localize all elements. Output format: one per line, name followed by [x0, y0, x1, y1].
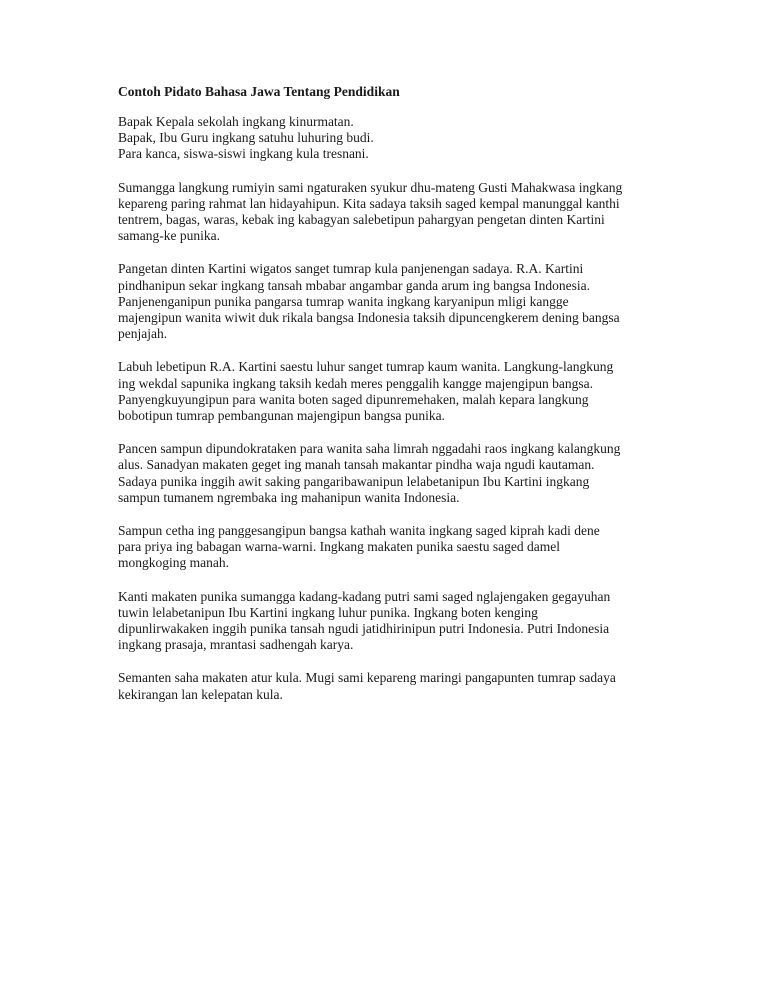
- paragraph-line: kekirangan lan kelepatan kula.: [118, 686, 283, 702]
- document-title: Contoh Pidato Bahasa Jawa Tentang Pendidikan: [118, 84, 400, 99]
- paragraph-line: tuwin lelabetanipun Ibu Kartini ingkang luhur punika. Ingkang boten kenging: [118, 604, 538, 620]
- paragraph-line: samang-ke punika.: [118, 228, 220, 244]
- paragraph-line: ingkang prasaja, mrantasi sadhengah karya.: [118, 637, 354, 653]
- paragraph-line: ing wekdal sapunika ingkang taksih kedah meres penggalih kangge majengipun bangsa.: [118, 375, 593, 391]
- paragraph-line: Pangetan dinten Kartini wigatos sanget tumrap kula panjenengan sadaya. R.A. Kartini: [118, 261, 584, 277]
- paragraph-line: Kanti makaten punika sumangga kadang-kadang putri sami saged nglajengaken gegayuhan: [118, 588, 611, 604]
- paragraph-line: Para kanca, siswa-siswi ingkang kula tresnani.: [118, 146, 369, 162]
- paragraph: [118, 180, 658, 245]
- paragraph-line: Bapak Kepala sekolah ingkang kinurmatan.: [118, 114, 354, 129]
- paragraph: [118, 441, 658, 506]
- paragraph: [118, 114, 658, 163]
- paragraph-line: Panyengkuyungipun para wanita boten saged dipunremehaken, malah kepara langkung: [118, 391, 589, 407]
- paragraph: [118, 359, 658, 424]
- paragraph-line: Bapak, Ibu Guru ingkang satuhu luhuring budi.: [118, 130, 374, 146]
- paragraph: [118, 523, 658, 572]
- paragraph-line: Sumangga langkung rumiyin sami ngaturaken syukur dhu-mateng Gusti Mahakwasa ingkang: [118, 179, 623, 195]
- paragraph-line: Panjenenganipun punika pangarsa tumrap wanita ingkang karyanipun mligi kangge: [118, 293, 569, 309]
- paragraph-line: sampun tumanem ngrembaka ing mahanipun wanita Indonesia.: [118, 489, 460, 505]
- paragraph-line: kepareng paring rahmat lan hidayahipun. Kita sadaya taksih saged kempal manunggal kanthi: [118, 195, 620, 211]
- paragraph-line: penjajah.: [118, 326, 168, 342]
- paragraph: [118, 670, 658, 702]
- paragraph-line: tentrem, bagas, waras, kebak ing kabagyan salebetipun pahargyan pengetan dinten Kartini: [118, 212, 605, 228]
- paragraph: [118, 589, 658, 654]
- document-body: [118, 114, 658, 703]
- paragraph: [118, 261, 658, 342]
- paragraph-line: mongkoging manah.: [118, 555, 229, 571]
- paragraph-line: para priya ing babagan warna-warni. Ingkang makaten punika saestu saged damel: [118, 539, 560, 555]
- paragraph-line: Sadaya punika inggih awit saking pangaribawanipun lelabetanipun Ibu Kartini ingkang: [118, 473, 590, 489]
- paragraph-line: Sampun cetha ing panggesangipun bangsa kathah wanita ingkang saged kiprah kadi dene: [118, 523, 600, 539]
- paragraph-line: Semanten saha makaten atur kula. Mugi sami kepareng maringi pangapunten tumrap sadaya: [118, 670, 616, 686]
- paragraph-line: pindhanipun sekar ingkang tansah mbabar angambar ganda arum ing bangsa Indonesia.: [118, 277, 590, 293]
- paragraph-line: dipunlirwakaken inggih punika tansah ngudi jatidhirinipun putri Indonesia. Putri Indonesia: [118, 621, 610, 637]
- paragraph-line: majengipun wanita wiwit duk rikala bangsa Indonesia taksih dipuncengkerem dening bangsa: [118, 310, 620, 326]
- paragraph-line: Labuh lebetipun R.A. Kartini saestu luhur sanget tumrap kaum wanita. Langkung-langkung: [118, 359, 614, 375]
- paragraph-line: alus. Sanadyan makaten geget ing manah tansah makantar pindha waja ngudi kautaman.: [118, 457, 595, 473]
- paragraph-line: Pancen sampun dipundokrataken para wanita saha limrah nggadahi raos ingkang kalangkung: [118, 441, 621, 457]
- document-page: [118, 84, 658, 720]
- paragraph-line: bobotipun tumrap pembangunan majengipun bangsa punika.: [118, 408, 445, 424]
